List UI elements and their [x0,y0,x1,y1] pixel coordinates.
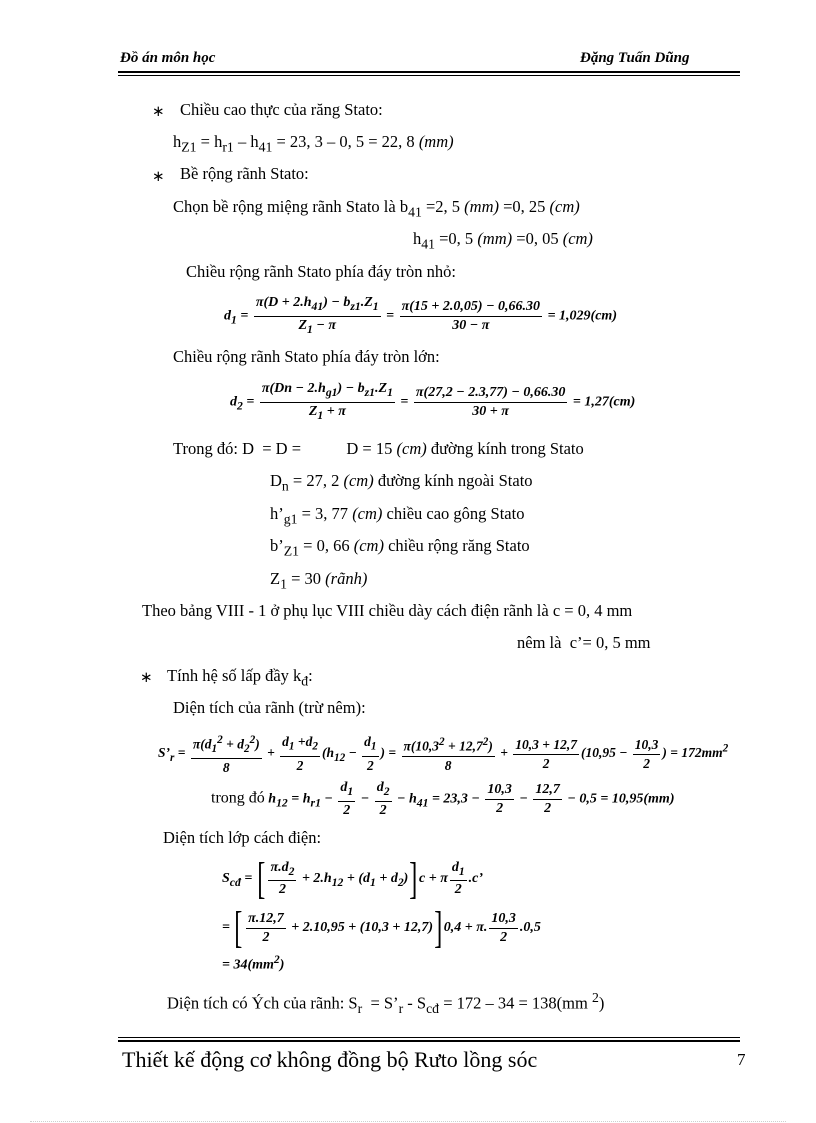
bullet-icon: ∗ [152,169,165,185]
page-number: 7 [737,1050,746,1069]
text-h41: $h_{41} =0$, 5 (mm) =0, 05 (cm) [413,229,593,252]
footer-rule-thin [118,1037,740,1038]
bullet-icon: ∗ [140,670,153,686]
heading-slot-width: Bề rộng rãnh Stato: [180,164,309,183]
heading-fill-factor: Tính hệ số lấp đầy $k_đ$: [167,666,313,689]
text-small-width: Chiều rộng rãnh Stato phía đáy tròn nhỏ: [186,262,456,281]
text-bz1: $b’_{Z1} = 0$, 66 (cm) chiều rộng răng Stato [270,536,530,559]
header-rule-thin [118,75,740,76]
heading-tooth-height: Chiều cao thực của răng Stato: [180,100,383,119]
header-rule-thick [118,71,740,73]
formula-scd-values: = [ $\frac{\pi.12,7}{2}$ + 2.10,95 + (10,3 + 12,7)]0,4 + π. $\frac{10,3}{2}$ .0,5 [222,903,541,952]
text-useful-area: Diện tích có Ých của rãnh: $S_r$ = $S’_r - S_{cđ} = 172 - 34 = 138(mm$ $^2$) [167,990,605,1016]
text-hg1: $h’_{g1} = 3$, 77 (cm) chiều cao gông Stato [270,504,525,527]
text-insulation-thickness: Theo bảng VIII - 1 ở phụ lục VIII chiều dày cách điện rãnh là c = 0, 4 mm [142,601,633,620]
text-slot-area: Diện tích của rãnh (trừ nêm): [173,698,366,717]
formula-slot-area: $S’_r$ = $\frac{\pi(d_1^2 + d_2^2)}{8}$ + $\frac{d_1 +d_2}{2}$ ($h_{12}$ − $\frac{d_1}{2}$ ) = $\frac{\pi(10,3^2 + 12,7^2)}{8}$ + $\frac{10,3 + 12,7}{2}$ (10,95 − $\frac{10,3}{2}$ ) = $172mm^2$ [158,731,728,777]
text-insulation-area: Diện tích lớp cách điện: [163,828,322,847]
text-large-width: Chiều rộng rãnh Stato phía đáy tròn lớn: [173,347,440,366]
formula-scd-result: = $34(mm^2)$ [222,953,285,973]
bullet-icon: ∗ [152,104,165,120]
formula-scd: $S_{cđ}$ = [ $\frac{\pi.d_2}{2}$ + $2.h_{12} + (d_1 + d_2)]c + \pi$ $\frac{d_1}{2}$ .c’ [222,854,484,903]
header-course-title: Đồ án môn học [120,50,216,66]
text-dn: $D_n = 27$, 2 (cm) đường kính ngoài Stato [270,471,533,494]
text-wedge: nêm là c’= 0, 5 mm [517,633,651,652]
equation-hz1: $h_{Z1} = h_{r1} - h_{41} = 23$, 3 – 0, 5 = 22, 8 (mm) [173,132,454,155]
text-z1: $Z_1 = 30$ (rãnh) [270,569,368,592]
text-b41: Chọn bề rộng miệng rãnh Stato là $b_{41} =2$, 5 (mm) =0, 25 (cm) [173,197,580,220]
header-author: Đặng Tuấn Dũng [580,50,690,66]
formula-d1: $d_1$ = $\frac{\pi(D + 2.h_{41}) - b_{z1}.Z_1}{Z_1 - \pi}$ = $\frac{\pi(15 + 2.0,05) - 0,66.30}{30 - \pi}$ = 1,029(cm) [224,295,617,336]
formula-h12: trong đó $h_{12} = h_{r1}$ − $\frac{d_1}{2}$ − $\frac{d_2}{2}$ − $h_{41} = 23,3$ − $\frac{10,3}{2}$ − $\frac{12,7}{2}$ − 0,5 = 10,95(mm) [211,780,675,818]
text-where-d: Trong đó: D = D = D = 15 (cm) đường kính trong Stato [173,439,584,458]
footer-title: Thiết kế động cơ không đồng bộ Rưto lồng sóc [122,1047,538,1072]
page-bottom-dotted-rule [30,1121,786,1122]
formula-d2: $d_2$ = $\frac{\pi(Dn - 2.h_{g1}) - b_{z1}.Z_1}{Z_1 + \pi}$ = $\frac{\pi(27,2 - 2.3,77) - 0,66.30}{30 + \pi}$ = 1,27(cm) [230,381,636,422]
footer-rule-thick [118,1040,740,1042]
